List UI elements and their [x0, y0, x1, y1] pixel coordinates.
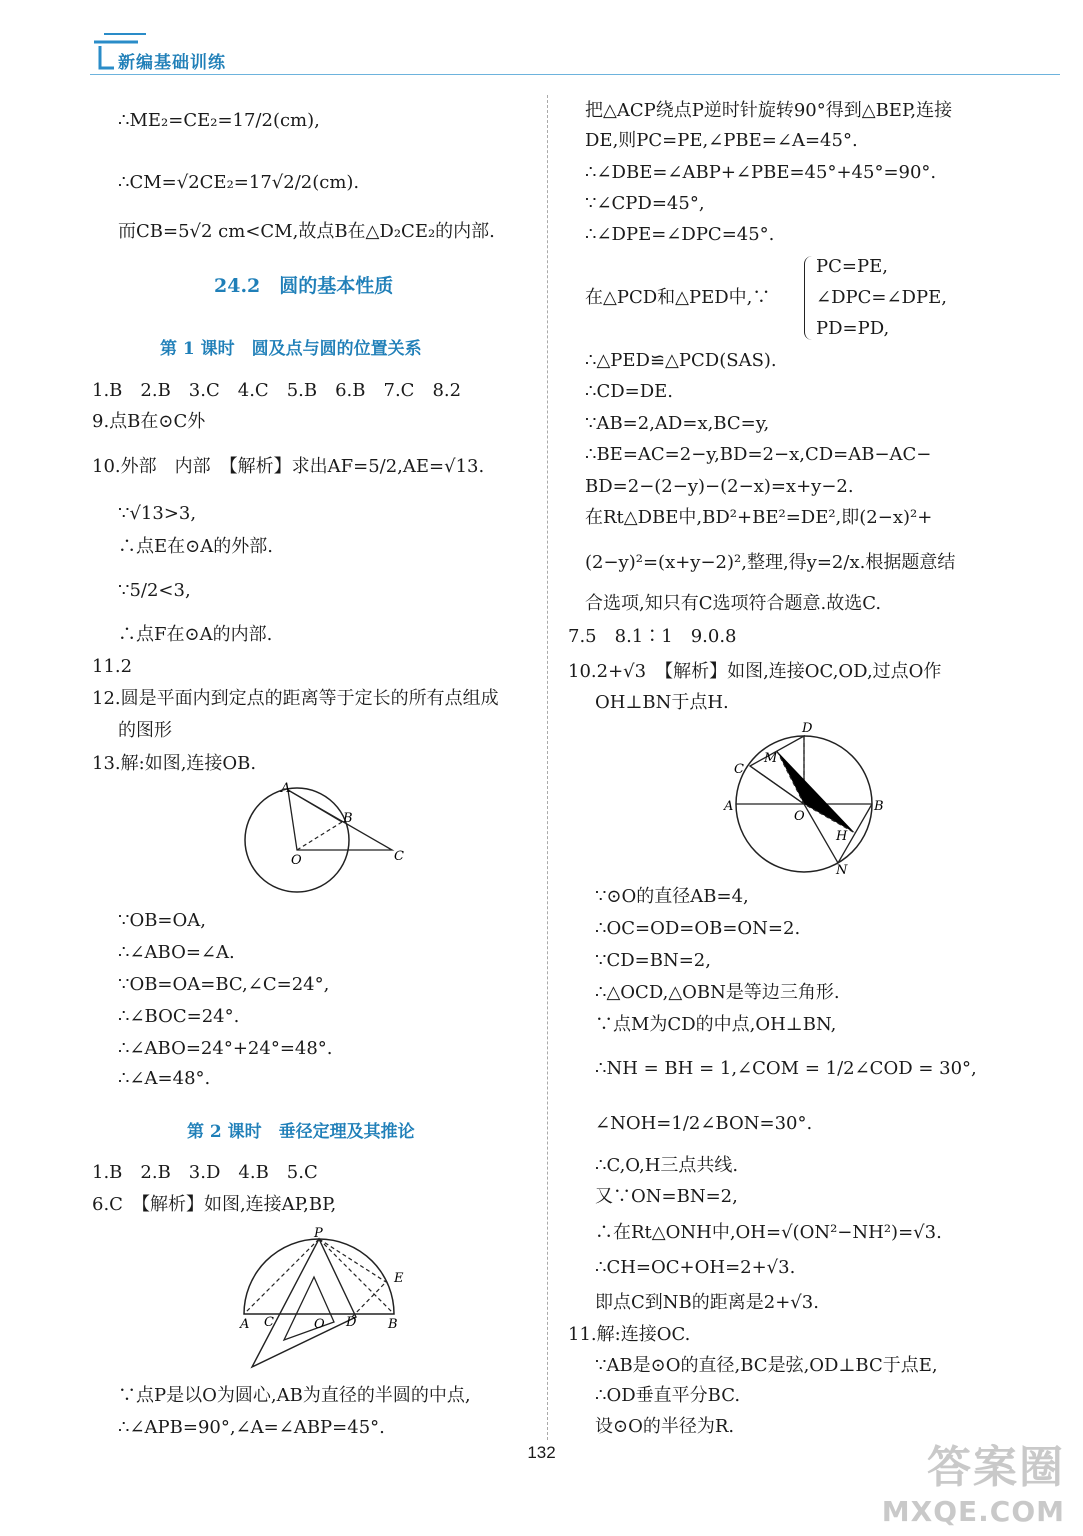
text-line: ∴△OCD,△OBN是等边三角形.: [595, 982, 840, 1003]
text-line: 在Rt△DBE中,BD²+BE²=DE²,即(2−x)²+: [585, 507, 933, 528]
text-line: ∵点P是以O为圆心,AB为直径的半圆的中点,: [118, 1385, 471, 1406]
text-line: 13.解:如图,连接OB.: [92, 753, 257, 774]
text-line: ∴CD=DE.: [585, 381, 674, 402]
text-line: 9.点B在⊙C外: [92, 411, 206, 432]
text-line: ∴∠BOC=24°.: [118, 1006, 240, 1027]
text-line: ∴CM=√2CE₂=17√2/2(cm).: [118, 172, 360, 193]
fig-label: C: [734, 762, 744, 777]
text-line: ∵OB=OA,: [118, 910, 206, 931]
fig-label: H: [836, 829, 848, 844]
text-line: ∴∠DBE=∠ABP+∠PBE=45°+45°=90°.: [585, 162, 937, 183]
text-line: 7.5 8.1∶1 9.0.8: [568, 626, 737, 647]
text-line: 而CB=5√2 cm<CM,故点B在△D₂CE₂的内部.: [118, 221, 495, 242]
text-line: ∴BE=AC=2−y,BD=2−x,CD=AB−AC−: [585, 444, 932, 465]
text-line: ∴∠ABO=∠A.: [118, 942, 235, 963]
fig-label: M: [764, 751, 778, 766]
text-line: ∴∠ABO=24°+24°=48°.: [118, 1038, 333, 1059]
text-line: 12.圆是平面内到定点的距离等于定长的所有点组成: [92, 688, 499, 709]
fig-label: A: [724, 799, 734, 814]
text-line: ∴∠DPE=∠DPC=45°.: [585, 224, 775, 245]
fig-label: N: [836, 863, 848, 878]
fig-label: A: [281, 782, 291, 796]
text-line: ∴△PED≌△PCD(SAS).: [585, 350, 777, 371]
text-line: 1.B 2.B 3.D 4.B 5.C: [92, 1162, 318, 1183]
text-line: 6.C 【解析】如图,连接AP,BP,: [92, 1194, 337, 1215]
header-rule: [90, 74, 1060, 75]
section-title: 24.2 圆的基本性质: [214, 275, 394, 297]
text-line: ∴NH = BH = 1,∠COM = 1/2∠COD = 30°,: [595, 1058, 977, 1079]
fig-label: B: [343, 811, 353, 826]
header-brand: 新编基础训练: [118, 53, 226, 73]
text-line: 11.解:连接OC.: [568, 1324, 691, 1345]
lesson-title: 第 1 课时 圆及点与圆的位置关系: [160, 339, 422, 359]
text-line: ∵∠CPD=45°,: [585, 193, 705, 214]
text-line: ∴C,O,H三点共线.: [595, 1155, 739, 1176]
text-line: ∵点M为CD的中点,OH⊥BN,: [595, 1014, 837, 1035]
figure-semicircle: [234, 1222, 414, 1372]
text-line: ∴在Rt△ONH中,OH=√(ON²−NH²)=√3.: [595, 1222, 942, 1243]
text-line: ∵5/2<3,: [118, 580, 191, 601]
text-line: 把△ACP绕点P逆时针旋转90°得到△BEP,连接: [585, 100, 953, 121]
text-line: ∴CH=OC+OH=2+√3.: [595, 1257, 796, 1278]
text-line: ∵⊙O的直径AB=4,: [595, 886, 749, 907]
lesson-title: 第 2 课时 垂径定理及其推论: [187, 1122, 415, 1142]
text-line: 设⊙O的半径为R.: [595, 1416, 735, 1437]
figure-circle-diameter: [720, 718, 900, 878]
text-line: 合选项,知只有C选项符合题意.故选C.: [585, 593, 882, 614]
text-line: (2−y)²=(x+y−2)²,整理,得y=2/x.根据题意结: [585, 552, 956, 573]
text-line: 1.B 2.B 3.C 4.C 5.B 6.B 7.C 8.2: [92, 380, 462, 401]
system-brace: [804, 256, 815, 340]
text-line: ∴点E在⊙A的外部.: [118, 536, 273, 557]
text-line: ∵AB=2,AD=x,BC=y,: [585, 413, 770, 434]
text-line: ∴∠APB=90°,∠A=∠ABP=45°.: [118, 1417, 385, 1438]
fig-label: D: [346, 1315, 357, 1330]
text-line: ∵AB是⊙O的直径,BC是弦,OD⊥BC于点E,: [595, 1355, 938, 1376]
watermark-line: 答案圈: [927, 1442, 1065, 1493]
fig-label: A: [240, 1317, 250, 1332]
column-divider: [547, 95, 548, 1440]
text-line: 10.外部 内部 【解析】求出AF=5/2,AE=√13.: [92, 456, 485, 477]
text-line: ∴OC=OD=OB=ON=2.: [595, 918, 801, 939]
text-line: PD=PD,: [816, 318, 890, 339]
text-line: 即点C到NB的距离是2+√3.: [595, 1292, 819, 1313]
text-line: 的图形: [118, 720, 172, 741]
text-line: ∴∠A=48°.: [118, 1068, 211, 1089]
fig-label: O: [314, 1317, 325, 1332]
fig-label: O: [291, 853, 302, 868]
watermark: [882, 1431, 1065, 1528]
text-line: PC=PE,: [816, 256, 888, 277]
page-number: 132: [527, 1443, 556, 1462]
text-line: 又∵ON=BN=2,: [595, 1186, 738, 1207]
text-line: ∵OB=OA=BC,∠C=24°,: [118, 974, 330, 995]
text-line: ∴点F在⊙A的内部.: [118, 624, 273, 645]
text-line: OH⊥BN于点H.: [595, 692, 729, 713]
text-line: 11.2: [92, 656, 133, 677]
text-line: ∠NOH=1/2∠BON=30°.: [595, 1113, 813, 1134]
fig-label: E: [394, 1271, 404, 1286]
text-line: DE,则PC=PE,∠PBE=∠A=45°.: [585, 130, 858, 151]
watermark-url: MXQE.COM: [881, 1495, 1065, 1528]
fig-label: O: [794, 809, 805, 824]
text-line: 在△PCD和△PED中,∵: [585, 287, 771, 308]
figure-circle-abc: [240, 782, 420, 902]
text-line: ∴ME₂=CE₂=17/2(cm),: [118, 110, 320, 131]
fig-label: B: [874, 799, 884, 814]
fig-label: B: [388, 1317, 398, 1332]
text-line: 10.2+√3 【解析】如图,连接OC,OD,过点O作: [568, 661, 942, 682]
fig-label: D: [802, 721, 813, 736]
fig-label: P: [314, 1226, 323, 1241]
fig-label: C: [264, 1315, 274, 1330]
text-line: ∴OD垂直平分BC.: [595, 1385, 741, 1406]
text-line: ∠DPC=∠DPE,: [816, 287, 947, 308]
page-header: [90, 28, 1060, 78]
text-line: ∵CD=BN=2,: [595, 950, 711, 971]
text-line: BD=2−(2−y)−(2−x)=x+y−2.: [585, 476, 854, 497]
fig-label: C: [394, 849, 404, 864]
text-line: ∵√13>3,: [118, 503, 197, 524]
